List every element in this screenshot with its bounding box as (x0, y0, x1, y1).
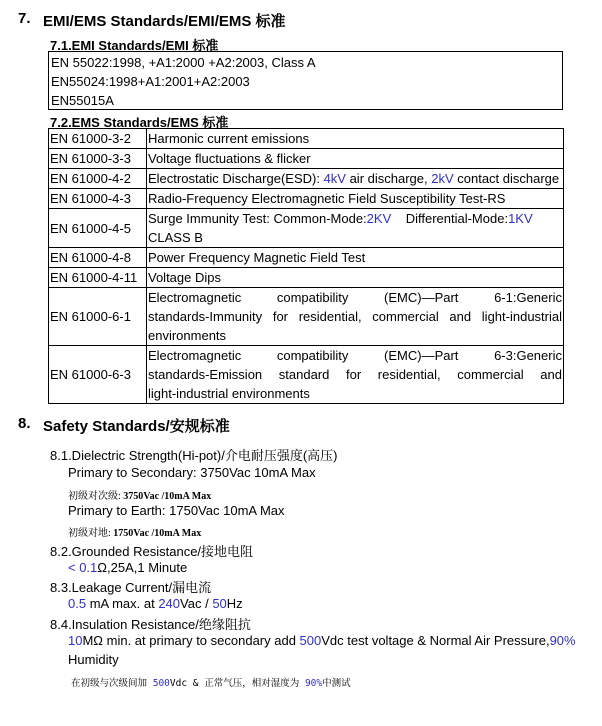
ground-value (68, 560, 187, 575)
text: 中测试 (322, 678, 351, 689)
cn-humidity: 90% (304, 678, 323, 689)
insulation-value (68, 633, 576, 648)
emi-heading: 7.1.EMI Standards/EMI 标准 (50, 38, 219, 53)
standard-description: Voltage Dips (147, 268, 564, 288)
standard-code: EN 61000-6-1 (49, 288, 147, 346)
leakage-frequency: 50 (212, 596, 227, 611)
desc-line: standards-Emission standard for residential, commercial and (148, 367, 562, 382)
insulation-heading: 8.4.Insulation Resistance/绝缘阻抗 (50, 617, 251, 632)
section-8-title: Safety Standards/安规标准 (43, 418, 230, 435)
table-row (49, 189, 564, 209)
hipot-heading: 8.1.Dielectric Strength(Hi-pot)/介电耐压强度(高压) (50, 448, 338, 463)
standard-description: Harmonic current emissions (147, 129, 564, 149)
leakage-current: 0.5 (68, 596, 87, 611)
table-row (49, 169, 564, 189)
text: Vdc & 正常气压，相对湿度为 (169, 678, 305, 689)
standard-code: EN 61000-6-3 (49, 346, 147, 404)
text: Vac / (180, 596, 213, 611)
insulation-test-voltage: 500 (299, 633, 322, 648)
table-row (49, 149, 564, 169)
hipot-primary-earth-cn (68, 524, 201, 539)
desc-text: air discharge, (345, 171, 432, 186)
desc-line: Electromagnetic compatibility (EMC)—Part 6-1:Generic (148, 290, 562, 305)
insulation-resistance: 10 (68, 633, 83, 648)
standard-code: EN 61000-4-5 (49, 209, 147, 248)
cn-value: 3750Vac /10mA Max (123, 491, 212, 502)
cn-value: 1750Vac /10mA Max (113, 528, 202, 539)
table-row (49, 268, 564, 288)
table-row (49, 346, 564, 404)
standard-description (147, 346, 564, 404)
cn-test-voltage: 500 (152, 678, 170, 689)
standard-code: EN 61000-4-3 (49, 189, 147, 209)
hipot-primary-secondary: Primary to Secondary: 3750Vac 10mA Max (68, 465, 316, 480)
section-7-number: 7. (18, 10, 31, 27)
standard-description (147, 169, 564, 189)
standard-code: EN 61000-4-11 (49, 268, 147, 288)
standard-description (147, 288, 564, 346)
ground-heading: 8.2.Grounded Resistance/接地电阻 (50, 544, 254, 559)
standard-code: EN 61000-4-2 (49, 169, 147, 189)
desc-line: standards-Immunity for residential, commercial and light-industrial (148, 309, 562, 324)
desc-text: Differential-Mode: (391, 211, 509, 226)
desc-text: CLASS B (148, 230, 203, 245)
emi-standards-box (48, 51, 563, 110)
table-row (49, 209, 564, 248)
leakage-value (68, 596, 243, 611)
emi-line: EN55015A (51, 93, 114, 108)
desc-line: light-industrial environments (148, 386, 310, 401)
hipot-primary-earth: Primary to Earth: 1750Vac 10mA Max (68, 503, 285, 518)
insulation-cn (71, 675, 351, 689)
standard-description: Radio-Frequency Electromagnetic Field Susceptibility Test-RS (147, 189, 564, 209)
standard-description (147, 209, 564, 248)
ground-resistance-value: < 0.1 (68, 560, 98, 575)
text: 在初级与次级间加 (71, 678, 153, 689)
standard-code: EN 61000-3-3 (49, 149, 147, 169)
desc-line: Electromagnetic compatibility (EMC)—Part 6-3:Generic (148, 348, 562, 363)
text: mA max. at (86, 596, 159, 611)
leakage-heading: 8.3.Leakage Current/漏电流 (50, 580, 212, 595)
text: Vdc test voltage & Normal Air Pressure, (321, 633, 550, 648)
section-8-number: 8. (18, 415, 31, 432)
value-contact-discharge: 2kV (431, 171, 454, 186)
section-7-title: EMI/EMS Standards/EMI/EMS 标准 (43, 13, 286, 30)
insulation-humidity-label: Humidity (68, 652, 119, 667)
desc-text: Electrostatic Discharge(ESD): (148, 171, 324, 186)
standard-code: EN 61000-3-2 (49, 129, 147, 149)
emi-line: EN 55022:1998, +A1:2000 +A2:2003, Class A (51, 55, 316, 70)
standard-code: EN 61000-4-8 (49, 248, 147, 268)
cn-label: 初级对地: (68, 528, 114, 539)
insulation-humidity: 90% (549, 633, 576, 648)
ems-standards-table (48, 128, 564, 404)
ground-spec: Ω,25A,1 Minute (97, 560, 188, 575)
emi-line: EN55024:1998+A1:2001+A2:2003 (51, 74, 250, 89)
table-row (49, 288, 564, 346)
leakage-voltage: 240 (158, 596, 181, 611)
hipot-primary-secondary-cn (68, 487, 211, 502)
text: Hz (226, 596, 243, 611)
cn-label: 初级对次级: (68, 491, 124, 502)
ems-heading: 7.2.EMS Standards/EMS 标准 (50, 115, 229, 130)
text: MΩ min. at primary to secondary add (82, 633, 300, 648)
value-air-discharge: 4kV (323, 171, 346, 186)
table-row (49, 248, 564, 268)
desc-text: Surge Immunity Test: Common-Mode: (148, 211, 367, 226)
value-differential-mode: 1KV (508, 211, 533, 226)
standard-description: Power Frequency Magnetic Field Test (147, 248, 564, 268)
table-row (49, 129, 564, 149)
desc-text: contact discharge (453, 171, 560, 186)
standard-description: Voltage fluctuations & flicker (147, 149, 564, 169)
value-common-mode: 2KV (366, 211, 392, 226)
desc-line: environments (148, 328, 227, 343)
